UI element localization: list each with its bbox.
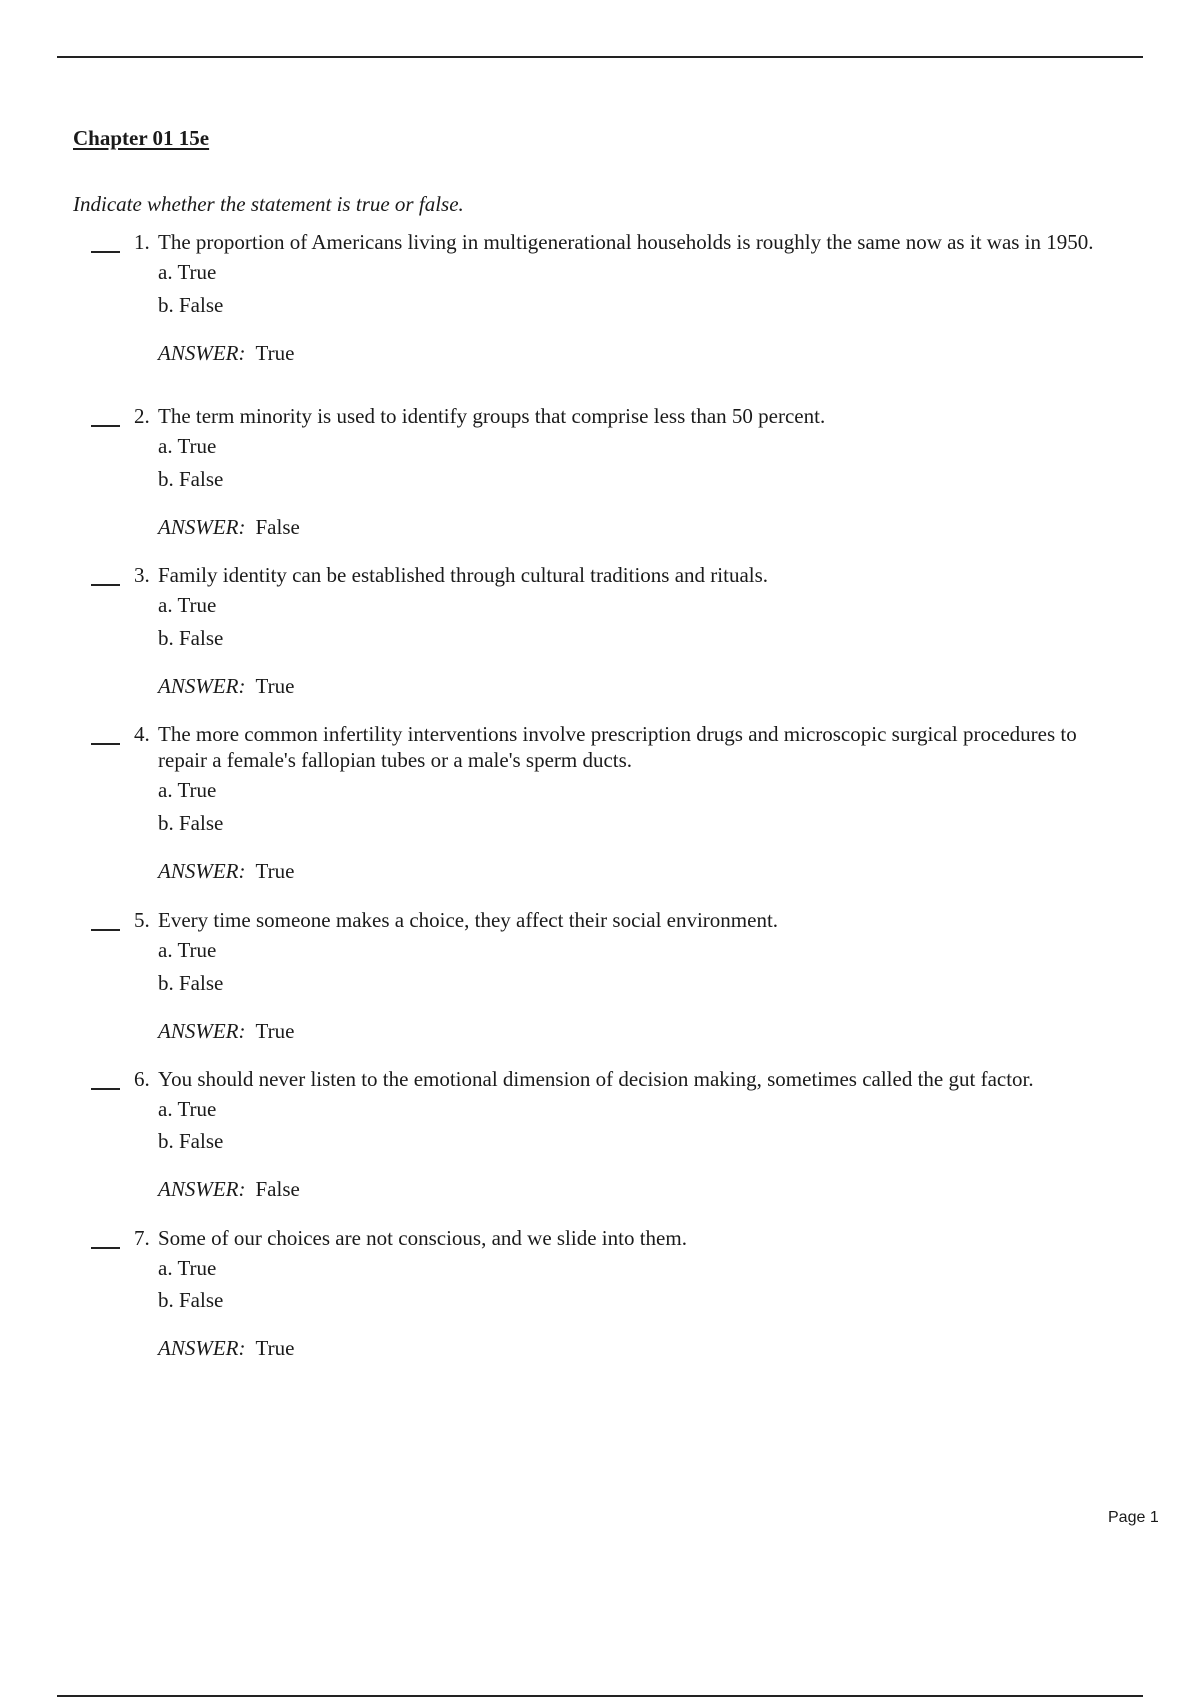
question-text: The more common infertility interventions involve prescription drugs and microscopic surgical procedures to repair a female's fallopian tubes or a male's sperm ducts. xyxy=(158,722,1077,772)
question-text: You should never listen to the emotional dimension of decision making, sometimes called the gut factor. xyxy=(158,1067,1034,1091)
option-true: a. True xyxy=(158,593,217,617)
answer-value: True xyxy=(255,859,295,883)
question-text: Family identity can be established through cultural traditions and rituals. xyxy=(158,563,769,587)
answer-label: ANSWER: xyxy=(158,341,246,365)
answer-value: False xyxy=(255,1177,300,1201)
answer-value: True xyxy=(255,341,295,365)
option-true: a. True xyxy=(158,778,217,802)
answer-blank[interactable] xyxy=(91,251,120,253)
option-false: b. False xyxy=(158,811,224,835)
question-number: 3. xyxy=(134,563,150,587)
page-title: Chapter 01 15e xyxy=(73,126,210,150)
answer-line xyxy=(158,340,294,366)
bottom-rule xyxy=(57,1695,1143,1697)
option-false: b. False xyxy=(158,971,224,995)
answer-line xyxy=(158,1176,300,1202)
instructions: Indicate whether the statement is true or false. xyxy=(73,192,464,216)
option-true: a. True xyxy=(158,1097,217,1121)
question-number: 7. xyxy=(134,1226,150,1250)
answer-line xyxy=(158,673,294,699)
option-true: a. True xyxy=(158,434,217,458)
question-text: The term minority is used to identify groups that comprise less than 50 percent. xyxy=(158,404,826,428)
answer-blank[interactable] xyxy=(91,929,120,931)
question-number: 6. xyxy=(134,1067,150,1091)
answer-line xyxy=(158,1335,294,1361)
question-number: 4. xyxy=(134,722,150,746)
answer-value: True xyxy=(255,1019,295,1043)
option-false: b. False xyxy=(158,626,224,650)
answer-value: True xyxy=(255,674,295,698)
question-number: 1. xyxy=(134,230,150,254)
answer-blank[interactable] xyxy=(91,743,120,745)
answer-value: True xyxy=(255,1336,295,1360)
question-text: Some of our choices are not conscious, and we slide into them. xyxy=(158,1226,687,1250)
question-text: The proportion of Americans living in multigenerational households is roughly the same now as it was in 1950. xyxy=(158,230,1094,254)
option-false: b. False xyxy=(158,1288,224,1312)
question-number: 2. xyxy=(134,404,150,428)
answer-blank[interactable] xyxy=(91,1088,120,1090)
answer-blank[interactable] xyxy=(91,584,120,586)
option-false: b. False xyxy=(158,1129,224,1153)
option-true: a. True xyxy=(158,938,217,962)
option-true: a. True xyxy=(158,260,217,284)
answer-line xyxy=(158,858,294,884)
option-false: b. False xyxy=(158,467,224,491)
answer-blank[interactable] xyxy=(91,425,120,427)
question-text: Every time someone makes a choice, they affect their social environment. xyxy=(158,908,779,932)
answer-blank[interactable] xyxy=(91,1247,120,1249)
answer-label: ANSWER: xyxy=(158,674,246,698)
answer-line xyxy=(158,1018,294,1044)
option-true: a. True xyxy=(158,1256,217,1280)
answer-label: ANSWER: xyxy=(158,515,246,539)
answer-value: False xyxy=(255,515,300,539)
answer-label: ANSWER: xyxy=(158,1177,246,1201)
answer-label: ANSWER: xyxy=(158,859,246,883)
answer-label: ANSWER: xyxy=(158,1019,246,1043)
answer-line xyxy=(158,514,300,540)
option-false: b. False xyxy=(158,293,224,317)
answer-label: ANSWER: xyxy=(158,1336,246,1360)
top-rule xyxy=(57,56,1143,58)
question-number: 5. xyxy=(134,908,150,932)
page-number: Page 1 xyxy=(1108,1509,1159,1526)
